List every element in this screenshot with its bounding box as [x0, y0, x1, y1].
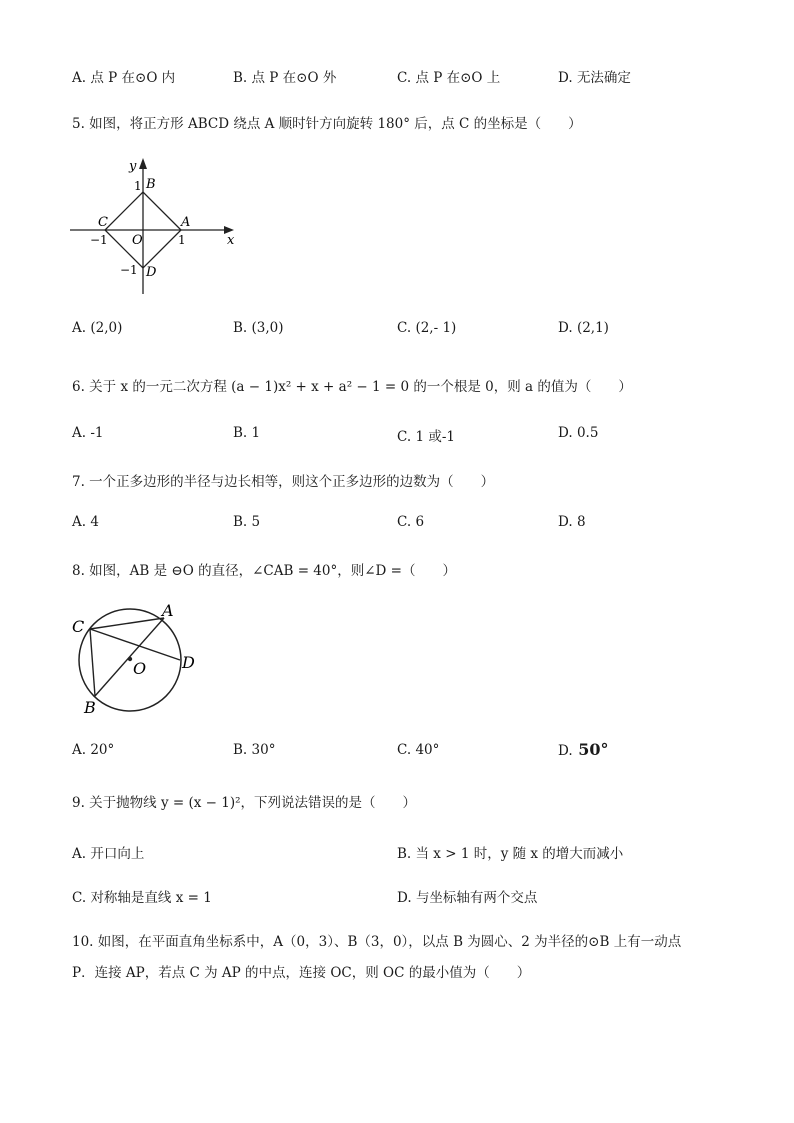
label-b: B: [84, 698, 96, 717]
label-c: C: [72, 617, 85, 636]
label-o: O: [132, 233, 143, 248]
center-dot: [128, 657, 132, 661]
q5-figure: [66, 152, 246, 297]
q9-stem: 9. 关于抛物线 y = (x − 1)²，下列说法错误的是（ ）: [72, 795, 417, 811]
label-a: A: [162, 601, 174, 620]
q4-option-a: A. 点 P 在⊙O 内: [72, 70, 176, 86]
segment-ca: [90, 618, 164, 629]
q10-stem-line1: 10. 如图，在平面直角坐标系中，A（0，3）、B（3，0），以点 B 为圆心、2 为半径的⊙B 上有一动点: [72, 934, 682, 950]
q7-option-d: D. 8: [558, 514, 586, 530]
label-neg1-x: −1: [90, 233, 108, 247]
label-neg1-y: −1: [120, 263, 138, 277]
q4-option-c: C. 点 P 在⊙O 上: [397, 70, 501, 86]
label-1-x: 1: [178, 233, 186, 247]
label-d: D: [146, 265, 157, 280]
q5-option-a: A. (2,0): [72, 320, 123, 336]
segment-cb: [90, 629, 95, 696]
q6-option-c: C. 1 或-1: [397, 429, 455, 445]
y-axis-arrow: [139, 158, 147, 169]
q9-option-d: D. 与坐标轴有两个交点: [397, 890, 538, 906]
label-y: y: [129, 159, 137, 174]
q8-option-c: C. 40°: [397, 742, 440, 758]
q8-stem: 8. 如图，AB 是 ⊖O 的直径，∠CAB = 40°，则∠D =（ ）: [72, 563, 456, 579]
q5-stem: 5. 如图，将正方形 ABCD 绕点 A 顺时针方向旋转 180° 后，点 C 的坐标是（ ）: [72, 116, 582, 132]
q8-figure: [68, 600, 208, 718]
q7-option-b: B. 5: [233, 514, 261, 530]
q7-option-c: C. 6: [397, 514, 425, 530]
q5-option-d: D. (2,1): [558, 320, 609, 336]
label-x: x: [227, 233, 235, 248]
q5-option-c: C. (2,- 1): [397, 320, 457, 336]
q7-stem: 7. 一个正多边形的半径与边长相等，则这个正多边形的边数为（ ）: [72, 474, 495, 490]
label-o: O: [133, 659, 147, 678]
label-b: B: [146, 177, 156, 192]
label-d: D: [182, 653, 195, 672]
q6-option-d: D. 0.5: [558, 425, 599, 441]
label-c: C: [98, 215, 108, 230]
q9-option-c: C. 对称轴是直线 x = 1: [72, 890, 212, 906]
q4-option-d: D. 无法确定: [558, 70, 631, 86]
q10-stem-line2: P．连接 AP，若点 C 为 AP 的中点，连接 OC，则 OC 的最小值为（ ）: [72, 965, 531, 981]
q4-option-b: B. 点 P 在⊙O 外: [233, 70, 337, 86]
label-a: A: [181, 215, 191, 230]
q6-option-a: A. -1: [72, 425, 104, 441]
q9-option-a: A. 开口向上: [72, 846, 145, 862]
q8-option-d: D. 50°: [558, 740, 609, 759]
q6-option-b: B. 1: [233, 425, 261, 441]
q9-option-b: B. 当 x > 1 时，y 随 x 的增大而减小: [397, 846, 624, 862]
q8-option-b: B. 30°: [233, 742, 276, 758]
label-1-y: 1: [134, 179, 142, 193]
q8-option-a: A. 20°: [72, 742, 115, 758]
segment-cd: [90, 629, 180, 660]
q6-stem: 6. 关于 x 的一元二次方程 (a − 1)x² + x + a² − 1 = 0 的一个根是 0，则 a 的值为（ ）: [72, 379, 632, 395]
q5-option-b: B. (3,0): [233, 320, 284, 336]
q7-option-a: A. 4: [72, 514, 99, 530]
